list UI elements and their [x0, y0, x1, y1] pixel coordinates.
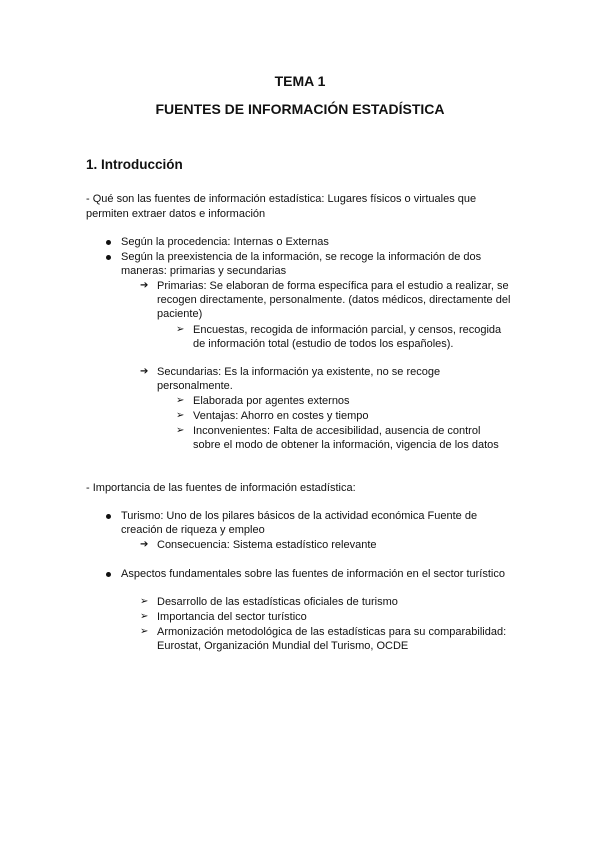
list-item: Secundarias: Es la información ya existente, no se recoge: [157, 366, 441, 378]
list-item: Eurostat, Organización Mundial del Turismo, OCDE: [157, 640, 409, 652]
list-item: personalmente.: [157, 380, 233, 392]
list-item: Encuestas, recogida de información parcial, y censos, recogida: [193, 324, 502, 336]
list-item: Según la procedencia: Internas o Externas: [121, 236, 329, 248]
chevron-icon: ➢: [176, 410, 185, 421]
chevron-icon: ➢: [140, 596, 149, 607]
list-item: Inconvenientes: Falta de accesibilidad, ausencia de control: [193, 425, 481, 437]
arrow-icon: ➔: [140, 280, 149, 291]
list-item: Elaborada por agentes externos: [193, 395, 350, 407]
chevron-icon: ➢: [176, 324, 185, 335]
list-item: Según la preexistencia de la información, se recoge la información de dos: [121, 251, 482, 263]
chevron-icon: ➢: [140, 611, 149, 622]
list-item: Primarias: Se elaboran de forma específica para el estudio a realizar, se: [157, 280, 509, 292]
bullet-icon: [106, 255, 111, 260]
chevron-icon: ➢: [140, 626, 149, 637]
arrow-icon: ➔: [140, 366, 149, 377]
list-item: Armonización metodológica de las estadísticas para su comparabilidad:: [157, 626, 507, 638]
chevron-icon: ➢: [176, 395, 185, 406]
importance-heading: - Importancia de las fuentes de información estadística:: [86, 482, 356, 494]
document-title: TEMA 1: [274, 73, 326, 89]
bullet-icon: [106, 514, 111, 519]
list-item: Ventajas: Ahorro en costes y tiempo: [193, 410, 369, 422]
section-heading: 1. Introducción: [86, 157, 183, 172]
bullet-icon: [106, 240, 111, 245]
intro-text: - Qué son las fuentes de información estadística: Lugares físicos o virtuales que: [86, 193, 477, 205]
chevron-icon: ➢: [176, 425, 185, 436]
document-subtitle: FUENTES DE INFORMACIÓN ESTADÍSTICA: [155, 101, 445, 117]
list-item: sobre el modo de obtener la información, vigencia de los datos: [193, 439, 499, 451]
arrow-icon: ➔: [140, 539, 149, 550]
list-item: Consecuencia: Sistema estadístico relevante: [157, 539, 377, 551]
list-item: Aspectos fundamentales sobre las fuentes de información en el sector turístico: [121, 568, 505, 580]
list-item: Turismo: Uno de los pilares básicos de la actividad económica Fuente de: [121, 510, 478, 522]
list-item: recogen directamente, personalmente. (datos médicos, directamente del: [157, 294, 511, 306]
list-item: Desarrollo de las estadísticas oficiales de turismo: [157, 596, 398, 608]
list-item: maneras: primarias y secundarias: [121, 265, 287, 277]
list-item: creación de riqueza y empleo: [121, 524, 265, 536]
bullet-icon: [106, 572, 111, 577]
intro-text: permiten extraer datos e información: [86, 208, 266, 220]
list-item: paciente): [157, 308, 203, 320]
list-item: Importancia del sector turístico: [157, 611, 307, 623]
list-item: de información total (estudio de todos los españoles).: [193, 338, 454, 350]
